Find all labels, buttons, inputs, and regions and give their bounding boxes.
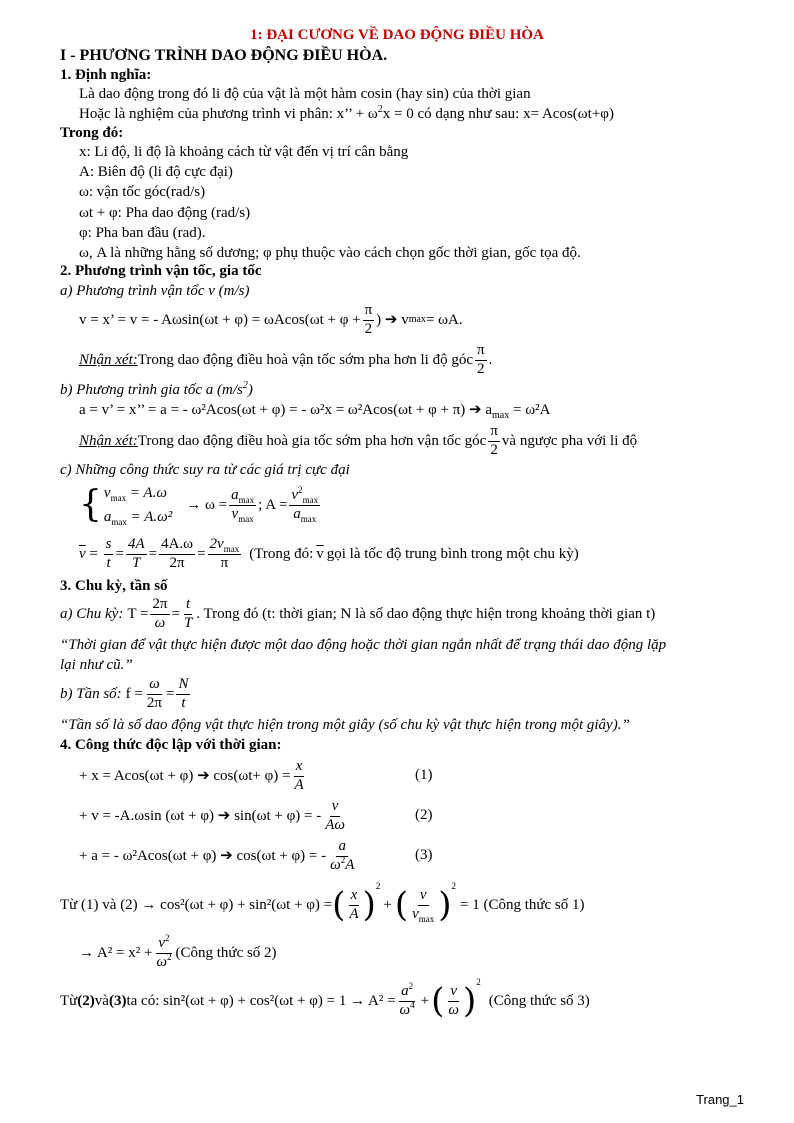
result-formula-1: Từ (1) và (2) → cos²(ωt + φ) + sin²(ωt + φ) = ( x A ) 2 + ( v $v_{max}$ ) 2 = 1 (Công thức số 1) [60,881,585,925]
period-quote-line-2: lại như cũ.” [60,657,133,673]
subheading-acceleration: b) Phương trình gia tốc a $(m/s^2)$ [60,380,253,398]
result-formula-3: Từ (2) và (3) ta có: sin²(ωt + φ) + cos²(ωt + φ) = 1 → A² = $\frac{a^2}{\omega^4}$ + ( v ω ) 2 (Công thức số 3) [60,977,590,1021]
where-item: x: Li độ, li độ là khoảng cách từ vật đến vị trí cân bằng [79,144,409,160]
formula-number-1: (1) [415,767,433,783]
acceleration-equation: a = v’ = x’’ = a = - ω²Acos(ωt + φ) = - ω²x = ω²Acos(ωt + φ + π) ➔ $a_{max} = \omega^2A$ [79,402,551,421]
subheading-velocity: a) Phương trình vận tốc v (m/s) [60,283,250,299]
average-speed-formula: $\overline{v}$ = $\frac{s}{t}$ = $\frac{4A}{T}$ = $\frac{4A.\omega}{2\pi}$ = $2v_{max}$ π (Trong đó: $\overline{v}$ gọi là tốc độ trung bình trong một chu kỳ) [79,536,579,571]
frequency-quote: “Tần số là số dao động vật thực hiện trong một giây (số chu kỳ vật thực hiện trong một giây).” [60,717,630,733]
document-title: 1: ĐẠI CƯƠNG VỀ DAO ĐỘNG ĐIỀU HÒA [250,27,544,43]
remark-acceleration: Nhận xét: Trong dao động điều hoà gia tốc sớm pha hơn vận tốc góc π 2 và ngược pha với li độ [79,423,638,458]
heading-velocity-acceleration: 2. Phương trình vận tốc, gia tốc [60,263,262,279]
heading-where: Trong đó: [60,125,124,141]
period-quote-line-1: “Thời gian để vật thực hiện được một dao động hoặc thời gian ngắn nhất để trạng thái dao động lặp [60,637,667,653]
section-heading: I - PHƯƠNG TRÌNH DAO ĐỘNG ĐIỀU HÒA. [60,47,388,64]
page-number: Trang_1 [696,1092,744,1107]
where-item: φ: Pha ban đầu (rad). [79,225,206,241]
max-values-system: { $v_{max} = A.\omega$ $a_{max} = A.\omega^2$ → ω = $a_{max}$ $v_{max}$ ; A = $v^2_{max}$ $a_{max}$ [79,484,319,527]
result-formula-2: → A² = x² + $\frac{v^2}{\omega^2}$ (Công thức số 2) [79,933,277,970]
heading-time-independent: 4. Công thức độc lập với thời gian: [60,737,282,753]
subheading-max-values: c) Những công thức suy ra từ các giá trị cực đại [60,462,350,478]
definition-line-1: Là dao động trong đó li độ của vật là một hàm cosin (hay sin) của thời gian [79,86,531,102]
definition-line-2: Hoặc là nghiệm của phương trình vi phân: x’’ + $\omega^2x = 0$ có dạng như sau: x= Acos(ωt+φ) [79,104,614,122]
where-item: A: Biên độ (li độ cực đại) [79,164,233,180]
period-formula: a) Chu kỳ: T = $\frac{2\pi}{\omega}$ = $\frac{t}{T}$ . Trong đó (t: thời gian; N là số dao động thực hiện trong khoảng thời gian t) [60,596,656,631]
formula-1: + x = Acos(ωt + φ) ➔ cos(ωt+ φ) = $\frac{x}{A}$ [79,758,304,793]
remark-velocity: Nhận xét: Trong dao động điều hoà vận tốc sớm pha hơn li độ góc π 2 . [79,342,493,377]
formula-2: + v = -A.ωsin (ωt + φ) ➔ sin(ωt + φ) = - v Aω [79,798,345,833]
velocity-equation: v = x’ = v = - Aωsin(ωt + φ) = ωAcos(ωt + φ + $\frac{\pi}{2}$ ) ➔ v max = ωA. [79,302,463,337]
formula-number-2: (2) [415,807,433,823]
where-item: ω: vận tốc góc(rad/s) [79,184,206,200]
brace-icon: { [79,484,102,525]
heading-period-frequency: 3. Chu kỳ, tần số [60,578,168,594]
heading-definition: 1. Định nghĩa: [60,67,152,83]
formula-number-3: (3) [415,847,433,863]
where-item: ωt + φ: Pha dao động (rad/s) [79,205,251,221]
formula-3: + a = - ω²Acos(ωt + φ) ➔ cos(ωt + φ) = - a $\omega^2A$ [79,838,355,873]
where-item: ω, A là những hằng số dương; φ phụ thuộc vào cách chọn gốc thời gian, gốc tọa độ. [79,245,581,261]
frequency-formula: b) Tần số: f = $\frac{\omega}{2\pi}$ = $\frac{N}{t}$ [60,676,189,711]
